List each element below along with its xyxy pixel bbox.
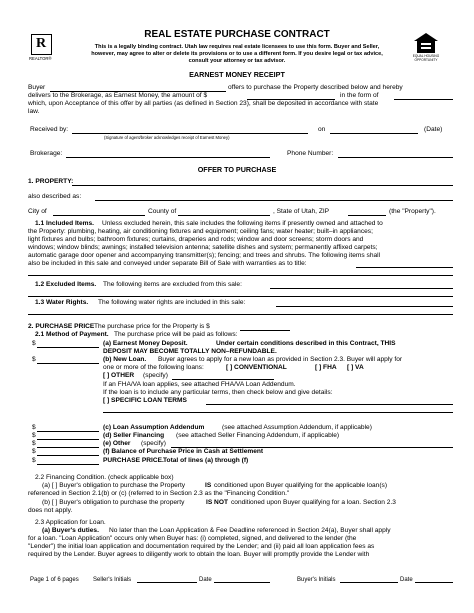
water-rights-text: The following water rights are included in this sale:	[98, 299, 246, 306]
also-described-field[interactable]	[95, 200, 453, 201]
other-loan-field[interactable]	[172, 379, 274, 380]
total-text: Total of lines (a) through (f)	[163, 457, 249, 464]
other-text: (specify)	[141, 440, 166, 447]
seller-financing-label: (d) Seller Financing	[103, 432, 165, 439]
conventional-checkbox[interactable]: [ ] CONVENTIONAL	[226, 364, 287, 371]
seller-initials-field[interactable]	[137, 582, 197, 583]
total-label: PURCHASE PRICE.	[103, 457, 164, 464]
specific-terms-field-2[interactable]	[103, 412, 453, 413]
particular-terms-text: If the loan is to include any particular terms, then check below and give details:	[103, 389, 333, 396]
received-date-field[interactable]	[330, 133, 418, 134]
c-amount-field[interactable]	[37, 431, 99, 432]
earnest-deposit-text-2: DEPOSIT MAY BECOME TOTALLY NON–REFUNDABLE.	[103, 348, 277, 355]
phone-field[interactable]	[338, 157, 453, 158]
other-specify: (specify)	[143, 372, 168, 379]
financing-a-line-2: referenced in Section 2.1(b) or (c) (referred to in Section 2.3 as the "Financing Condition."	[28, 490, 290, 497]
phone-label: Phone Number:	[287, 150, 334, 157]
method-label: 2.1 Method of Payment.	[35, 331, 109, 338]
also-described-label: also described as:	[28, 193, 82, 200]
equal-housing-caption: EQUAL HOUSING OPPORTUNITY	[412, 54, 440, 62]
realtor-letter: R	[36, 36, 47, 51]
zip-field[interactable]	[348, 215, 386, 216]
new-loan-text: Buyer agrees to apply for a new loan as provided in Section 2.3. Buyer will apply for	[158, 356, 403, 363]
brokerage-label: Brokerage:	[30, 150, 63, 157]
buyer-label: Buyer	[28, 84, 46, 91]
a-dollar: $	[32, 340, 36, 347]
disclaimer-line-3: consult your attorney or tax advisor.	[188, 58, 286, 64]
earnest-form-field[interactable]	[394, 99, 453, 100]
e-dollar: $	[32, 440, 36, 447]
seller-initials-label: Seller's Initials	[93, 577, 132, 583]
buyer-initials-field[interactable]	[340, 582, 398, 583]
application-line-2: for a loan. "Loan Application" occurs only when Buyer has: (i) completed, signed, and delivered to the lender (the	[28, 535, 357, 542]
excluded-items-text: The following items are excluded from this sale:	[103, 281, 242, 288]
seller-date-label: Date	[199, 577, 212, 583]
document-title: REAL ESTATE PURCHASE CONTRACT	[144, 29, 330, 40]
b-dollar: $	[32, 356, 36, 363]
signature-caption: (Signature of agent/broker acknowledges receipt of Earnest Money)	[104, 135, 230, 140]
purchase-price-text: The purchase price for the Property is $	[94, 323, 210, 330]
property-field[interactable]	[72, 185, 453, 186]
county-label: County of	[148, 208, 177, 215]
total-amount-field[interactable]	[37, 464, 99, 465]
water-rights-label: 1.3 Water Rights.	[35, 299, 89, 306]
excluded-items-label: 1.2 Excluded Items.	[35, 281, 97, 288]
seller-financing-text: (see attached Seller Financing Addendum, if applicable)	[176, 432, 340, 439]
e-amount-field[interactable]	[37, 447, 99, 448]
earnest-deposit-text: Under certain conditions described in this Contract, THIS	[216, 340, 396, 347]
other-checkbox[interactable]: [ ] OTHER	[103, 372, 135, 379]
received-by-field[interactable]	[72, 133, 308, 134]
new-loan-label: (b) New Loan.	[103, 356, 147, 363]
page-number: Page 1 of 6 pages	[30, 577, 79, 583]
brokerage-field[interactable]	[66, 157, 270, 158]
offers-text: offers to purchase the Property described below and hereby	[228, 84, 403, 91]
va-checkbox[interactable]: [ ] VA	[347, 364, 364, 371]
date-label: (Date)	[424, 126, 443, 133]
disclaimer-line-1: This is a legally binding contract. Utah law requires real estate licensees to use this form. Buyer and Seller,	[94, 44, 380, 50]
included-items-line-5: automatic garage door opener and accompanying transmitter(s); fencing; and trees and shrubs. The following items shall	[28, 252, 381, 259]
c-dollar: $	[32, 424, 36, 431]
disclaimer-line-2: however, may agree to alter or delete its provisions or to use a different form. If you desire legal or tax advice,	[91, 51, 383, 57]
financing-heading: 2.2 Financing Condition. (check applicable box)	[35, 474, 174, 481]
realtor-caption: REALTOR®	[29, 56, 52, 61]
included-items-field-2[interactable]	[28, 275, 453, 276]
buyer-date-label: Date	[400, 577, 413, 583]
delivers-text: delivers to the Brokerage, as Earnest Money, the amount of $	[28, 92, 208, 99]
assumption-label: (c) Loan Assumption Addendum	[103, 424, 205, 431]
assumption-text: (see attached Assumption Addendum, if applicable)	[222, 424, 372, 431]
financing-b-pre[interactable]: (b) [ ] Buyer's obligation to purchase the property	[42, 499, 185, 506]
excluded-items-field[interactable]	[270, 288, 453, 289]
specific-terms-checkbox[interactable]: [ ] SPECIFIC LOAN TERMS	[103, 397, 187, 404]
water-rights-field[interactable]	[276, 306, 453, 307]
application-line-3: "Lender") the initial loan application and documentation required by the Lender; and (ii) paid all loan application fees as	[28, 543, 375, 550]
total-dollar: $	[32, 457, 36, 464]
included-items-line-4: windows; window blinds; awnings; installed television antenna; satellite dishes and system; permanently affixed carpets;	[28, 244, 378, 251]
application-line-4: required by the Lender. Buyer agrees to diligently work to obtain the loan. Buyer will promptly provide the Lender with	[28, 551, 370, 558]
property-word: (the "Property").	[389, 208, 436, 215]
excluded-items-field-2[interactable]	[28, 296, 453, 297]
balance-label: (f) Balance of Purchase Price in Cash at Settlement	[103, 448, 264, 455]
property-label: 1. PROPERTY:	[28, 178, 74, 185]
purchase-price-heading: 2. PURCHASE PRICE	[28, 323, 95, 330]
financing-b-post: conditioned upon Buyer qualifying for a loan. Section 2.3	[231, 499, 396, 506]
city-field[interactable]	[53, 215, 145, 216]
included-items-line-3: light fixtures and bulbs; bathroom fixtures; curtains, draperies and rods; window and door screens; storm doors and	[28, 236, 364, 243]
b-amount-field[interactable]	[37, 363, 99, 364]
fha-va-text: If an FHA/VA loan applies, see attached FHA/VA Loan Addendum.	[103, 381, 296, 388]
included-items-field[interactable]	[356, 267, 453, 268]
method-text: The purchase price will be paid as follows:	[114, 331, 238, 338]
d-dollar: $	[32, 432, 36, 439]
law-text: law.	[28, 108, 40, 115]
offer-heading: OFFER TO PURCHASE	[197, 165, 277, 174]
financing-b-isnot: IS NOT	[206, 499, 228, 506]
earnest-money-heading: EARNEST MONEY RECEIPT	[189, 70, 285, 79]
received-by-label: Received by:	[30, 126, 69, 133]
earnest-deposit-label: (a) Earnest Money Deposit.	[103, 340, 188, 347]
buyer-date-field[interactable]	[415, 582, 453, 583]
included-items-line-6: also be included in this sale and conveyed under separate Bill of Sale with warranties as to title:	[28, 260, 307, 267]
f-amount-field[interactable]	[37, 455, 99, 456]
other-label: (e) Other	[103, 440, 131, 447]
purchase-price-field[interactable]	[240, 330, 290, 331]
in-form-of-text: in the form of	[340, 92, 379, 99]
application-heading: 2.3 Application for Loan.	[35, 519, 106, 526]
city-label: City of	[28, 208, 47, 215]
water-rights-field-2[interactable]	[28, 314, 453, 315]
state-label: , State of Utah, ZIP	[273, 208, 330, 215]
application-line-1: No later than the Loan Application & Fee Deadline referenced in Section 24(a), Buyer shall apply	[109, 527, 391, 534]
a-amount-field[interactable]	[37, 347, 99, 348]
seller-date-field[interactable]	[214, 582, 270, 583]
county-field[interactable]	[178, 215, 270, 216]
buyer-initials-label: Buyer's Initials	[297, 577, 336, 583]
financing-a-is: IS	[205, 482, 212, 489]
on-label: on	[318, 126, 326, 133]
buyers-duties-label: (a) Buyer's duties.	[42, 527, 99, 534]
d-amount-field[interactable]	[37, 439, 99, 440]
included-items-line-2: the Property: plumbing, heating, air conditioning fixtures and equipment; ceiling fans; water heater; built–in appliances;	[28, 228, 373, 235]
included-items-label: 1.1 Included Items.	[35, 220, 94, 227]
new-loan-text-2: one or more of the following loans:	[103, 364, 204, 371]
f-dollar: $	[32, 448, 36, 455]
financing-a-post: conditioned upon Buyer qualifying for the applicable loan(s)	[214, 482, 388, 489]
acceptance-text: which, upon Acceptance of this offer by all parties (as defined in Section 23), shall be deposited in accordance with state	[28, 100, 379, 107]
included-items-line-1: Unless excluded herein, this sale includes the following items if presently owned and attached to	[102, 220, 383, 227]
specific-terms-field[interactable]	[206, 404, 453, 405]
fha-checkbox[interactable]: [ ] FHA	[315, 364, 337, 371]
financing-a-pre[interactable]: (a) [ ] Buyer's obligation to purchase the Property	[42, 482, 186, 489]
financing-b-line-2: does not apply.	[28, 507, 73, 514]
